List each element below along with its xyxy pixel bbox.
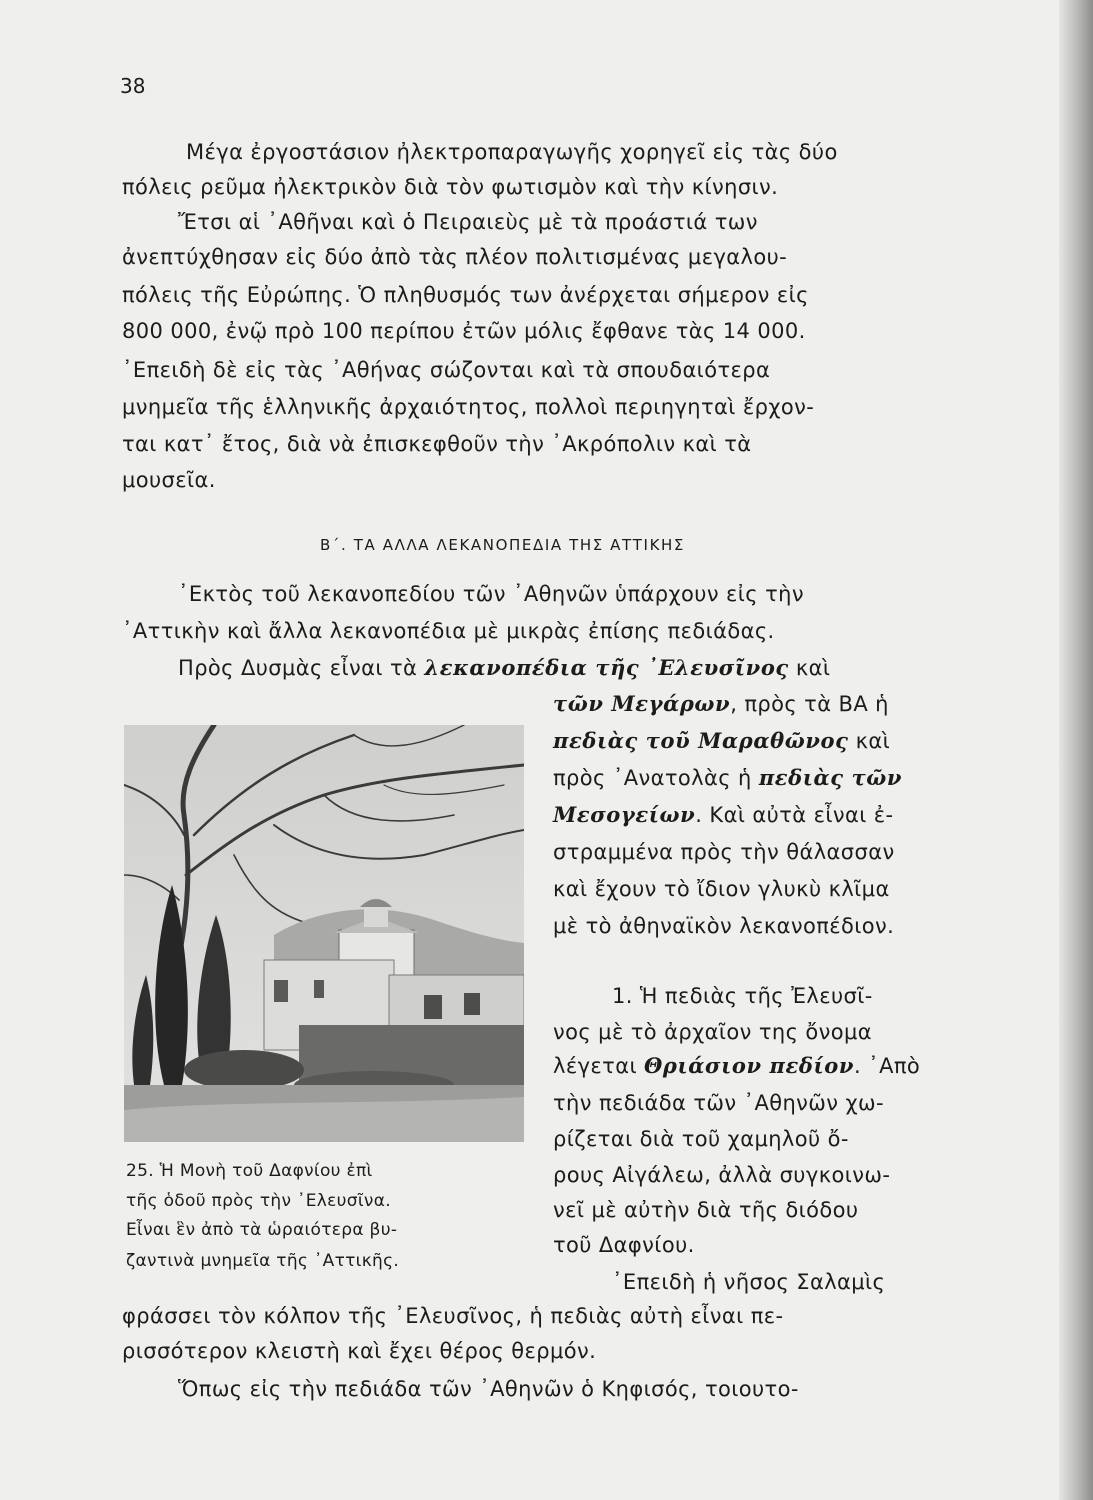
text-line: τὴν πεδιάδα τῶν ᾿Αθηνῶν χω- — [553, 1091, 884, 1115]
text-line: ᾿Εκτὸς τοῦ λεκανοπεδίου τῶν ᾿Αθηνῶν ὑπάρχουν εἰς τὴν — [178, 582, 804, 606]
text-line: ρους Αἰγάλεω, ἀλλὰ συγκοινω- — [553, 1163, 891, 1187]
section-heading: Β΄. ΤΑ ΑΛΛΑ ΛΕΚΑΝΟΠΕΔΙΑ ΤΗΣ ΑΤΤΙΚΗΣ — [320, 536, 685, 554]
photo-caption-line: τῆς ὁδοῦ πρὸς τὴν ᾿Ελευσῖνα. — [126, 1191, 391, 1211]
text-line: στραμμένα πρὸς τὴν θάλασσαν — [553, 840, 895, 864]
emphasis-term: Θριάσιον πεδίον — [644, 1053, 855, 1078]
text-line: ᾿Επειδὴ ἡ νῆσος Σαλαμὶς — [612, 1270, 886, 1294]
text-line: ρίζεται διὰ τοῦ χαμηλοῦ ὄ- — [553, 1127, 849, 1151]
text-line: ᾿Αττικὴν καὶ ἄλλα λεκανοπέδια μὲ μικρὰς ἐπίσης πεδιάδας. — [122, 619, 775, 643]
text-line: ται κατ᾿ ἔτος, διὰ νὰ ἐπισκεφθοῦν τὴν ᾿Ακρόπολιν καὶ τὰ — [122, 432, 752, 456]
text-line: νος μὲ τὸ ἀρχαῖον της ὄνομα — [553, 1020, 873, 1044]
text-line: πρὸς ᾿Ανατολὰς ἡ πεδιὰς τῶν — [553, 765, 903, 790]
photo-caption-line: ζαντινὰ μνημεῖα τῆς ᾿Αττικῆς. — [126, 1251, 400, 1271]
text-line: Ὅπως εἰς τὴν πεδιάδα τῶν ᾿Αθηνῶν ὁ Κηφισός, τοιουτο- — [178, 1377, 799, 1401]
emphasis-term: Μεσογείων — [553, 802, 696, 827]
text-line: Μεσογείων. Καὶ αὐτὰ εἶναι ἐ- — [553, 802, 894, 827]
page-number: 38 — [120, 74, 146, 98]
emphasis-term: πεδιὰς τοῦ Μαραθῶνος — [553, 728, 849, 753]
text-line: Ἔτσι αἱ ᾿Αθῆναι καὶ ὁ Πειραιεὺς μὲ τὰ προάστιά των — [178, 210, 758, 234]
monastery-photo-illustration — [124, 725, 524, 1142]
emphasis-term: τῶν Μεγάρων — [553, 691, 731, 716]
text-line: καὶ ἔχουν τὸ ἴδιον γλυκὺ κλῖμα — [553, 877, 890, 901]
text-line: μνημεῖα τῆς ἑλληνικῆς ἀρχαιότητος, πολλοὶ περιηγηταὶ ἔρχον- — [122, 395, 815, 419]
text-line: μὲ τὸ ἀθηναϊκὸν λεκανοπέδιον. — [553, 914, 895, 938]
text-line: πόλεις ρεῦμα ἠλεκτρικὸν διὰ τὸν φωτισμὸν καὶ τὴν κίνησιν. — [122, 175, 779, 199]
text-line: πόλεις τῆς Εὐρώπης. Ὁ πληθυσμός των ἀνέρχεται σήμερον εἰς — [122, 283, 809, 307]
text-line: Πρὸς Δυσμὰς εἶναι τὰ λεκανοπέδια τῆς ᾿Ελευσῖνος καὶ — [178, 655, 831, 680]
emphasis-term: λεκανοπέδια τῆς ᾿Ελευσῖνος — [424, 655, 789, 680]
text-line: φράσσει τὸν κόλπον τῆς ᾿Ελευσῖνος, ἡ πεδιὰς αὐτὴ εἶναι πε- — [122, 1304, 784, 1328]
photo-caption-line: 25. Ἡ Μονὴ τοῦ Δαφνίου ἐπὶ — [126, 1161, 373, 1181]
text-line: ρισσότερον κλειστὴ καὶ ἔχει θέρος θερμόν. — [122, 1339, 597, 1363]
text-line: Μέγα ἐργοστάσιον ἠλεκτροπαραγωγῆς χορηγεῖ εἰς τὰς δύο — [186, 140, 838, 164]
text-line: 800 000, ἐνῷ πρὸ 100 περίπου ἐτῶν μόλις ἔφθανε τὰς 14 000. — [122, 319, 806, 343]
text-line: νεῖ μὲ αὐτὴν διὰ τῆς διόδου — [553, 1198, 859, 1222]
text-line: τῶν Μεγάρων, πρὸς τὰ ΒΑ ἡ — [553, 691, 889, 716]
text-line: 1. Ἡ πεδιὰς τῆς Ἐλευσῖ- — [612, 984, 873, 1008]
page-binding-shadow — [1059, 0, 1093, 1500]
text-line: λέγεται Θριάσιον πεδίον. ᾿Απὸ — [553, 1053, 921, 1078]
text-line: μουσεῖα. — [122, 468, 216, 492]
text-line: πεδιὰς τοῦ Μαραθῶνος καὶ — [553, 728, 891, 753]
emphasis-term: πεδιὰς τῶν — [758, 765, 903, 790]
photo-caption-line: Εἶναι ἓν ἀπὸ τὰ ὡραιότερα βυ- — [126, 1220, 398, 1240]
text-line: τοῦ Δαφνίου. — [553, 1233, 695, 1257]
daphni-monastery-photo — [124, 725, 524, 1142]
text-line: ᾿Επειδὴ δὲ εἰς τὰς ᾿Αθήνας σώζονται καὶ τὰ σπουδαιότερα — [122, 358, 771, 382]
text-line: ἀνεπτύχθησαν εἰς δύο ἀπὸ τὰς πλέον πολιτισμένας μεγαλου- — [122, 245, 788, 269]
